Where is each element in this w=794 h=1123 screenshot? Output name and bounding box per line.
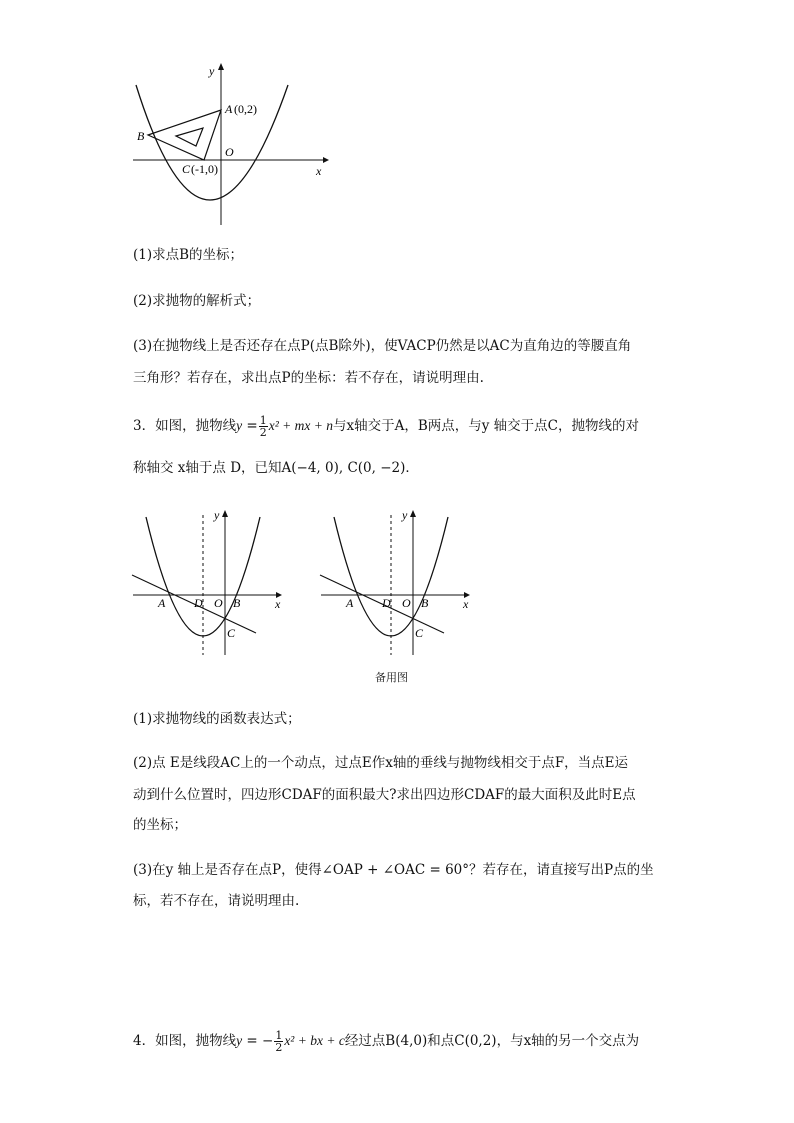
p3-line-2: 称轴交 x轴于点 D，已知A(−4, 0), C(0, −2)． — [133, 460, 419, 476]
p2-question-3-line-1: (3)在抛物线上是否还存在点P(点B除外)，使VACP仍然是以AC为直角边的等腰直角 — [133, 338, 632, 354]
figure-caption: 备用图 — [375, 671, 408, 684]
p4-eq-equals: = − — [246, 1033, 274, 1049]
p3-eq-equals: = — [246, 418, 258, 434]
p3-question-2-line-2: 动到什么位置时，四边形CDAF的面积最大?求出四边形CDAF的最大面积及此时E点 — [133, 787, 636, 803]
p4-eq-y: y — [236, 1033, 243, 1048]
p3-eq-denominator: 2 — [259, 426, 267, 439]
p4-eq-numerator: 1 — [275, 1029, 283, 1042]
p3-question-3-line-2: 标，若不存在，请说明理由. — [133, 893, 300, 909]
p3-question-2-line-1: (2)点 E是线段AC上的一个动点，过点E作x轴的垂线与抛物线相交于点F，当点E运 — [133, 755, 629, 771]
label-b: B — [421, 596, 429, 610]
label-a: A — [158, 596, 166, 610]
label-x: x — [316, 164, 322, 178]
label-c: C — [415, 626, 424, 640]
label-c: C — [227, 626, 236, 640]
label-x: x — [463, 597, 469, 611]
p2-question-3-line-2: 三角形？若存在，求出点P的坐标：若不存在，请说明理由. — [133, 370, 484, 386]
label-c: C — [182, 162, 191, 176]
p3-line-1 — [133, 415, 639, 438]
label-d: D — [194, 596, 203, 610]
p4-eq-rest: x² + bx + c — [284, 1033, 345, 1048]
p3-question-2-line-3: 的坐标； — [133, 817, 187, 833]
p3-intro-b: 与x轴交于A，B两点，与y 轴交于点C，抛物线的对 — [332, 418, 639, 434]
p4-number: 4． — [133, 1033, 156, 1049]
triangle-abc — [148, 110, 221, 160]
label-a: A — [225, 102, 233, 116]
label-b: B — [137, 129, 145, 143]
figure-3-right — [316, 505, 481, 660]
p2-question-2: (2)求抛物的解析式； — [133, 293, 261, 309]
p4-intro-a: 如图，抛物线 — [155, 1033, 237, 1049]
figure-1-parabola-triangle — [128, 60, 338, 230]
label-a: A — [346, 596, 354, 610]
p3-number: 3． — [133, 418, 156, 434]
label-d: D — [382, 596, 391, 610]
p3-intro-a: 如图，抛物线 — [155, 418, 237, 434]
p2-question-1: (1)求点B的坐标； — [133, 247, 244, 263]
x-axis-arrow — [323, 157, 329, 163]
figure-3-left — [128, 505, 293, 660]
y-axis-arrow — [410, 510, 416, 517]
p3-question-1: (1)求抛物线的函数表达式； — [133, 711, 301, 727]
label-b: B — [233, 596, 241, 610]
label-o: O — [214, 596, 223, 610]
label-o: O — [225, 145, 234, 159]
inner-triangle — [176, 128, 203, 146]
label-c-coord: (-1,0) — [191, 162, 218, 176]
y-axis-arrow — [222, 510, 228, 517]
label-a-coord: (0,2) — [234, 102, 257, 116]
p3-question-3-line-1: (3)在y 轴上是否存在点P，使得∠OAP + ∠OAC = 60°？若存在，请直接写出P点的坐 — [133, 862, 654, 878]
label-o: O — [402, 596, 411, 610]
p3-eq-y: y — [236, 418, 243, 433]
p3-eq-fraction — [259, 415, 268, 438]
y-axis-arrow — [218, 63, 224, 70]
label-y: y — [209, 64, 215, 78]
label-y: y — [402, 508, 408, 522]
p3-eq-numerator: 1 — [259, 414, 267, 427]
parabola-curve — [136, 85, 288, 200]
p4-eq-denominator: 2 — [275, 1041, 283, 1054]
p4-intro-b: 经过点B(4,0)和点C(0,2)，与x轴的另一个交点为 — [344, 1033, 640, 1049]
label-y: y — [214, 508, 220, 522]
p4-eq-fraction — [274, 1030, 283, 1053]
p3-eq-rest: x² + mx + n — [268, 418, 333, 433]
label-x: x — [275, 597, 281, 611]
p4-line-1 — [133, 1030, 639, 1053]
